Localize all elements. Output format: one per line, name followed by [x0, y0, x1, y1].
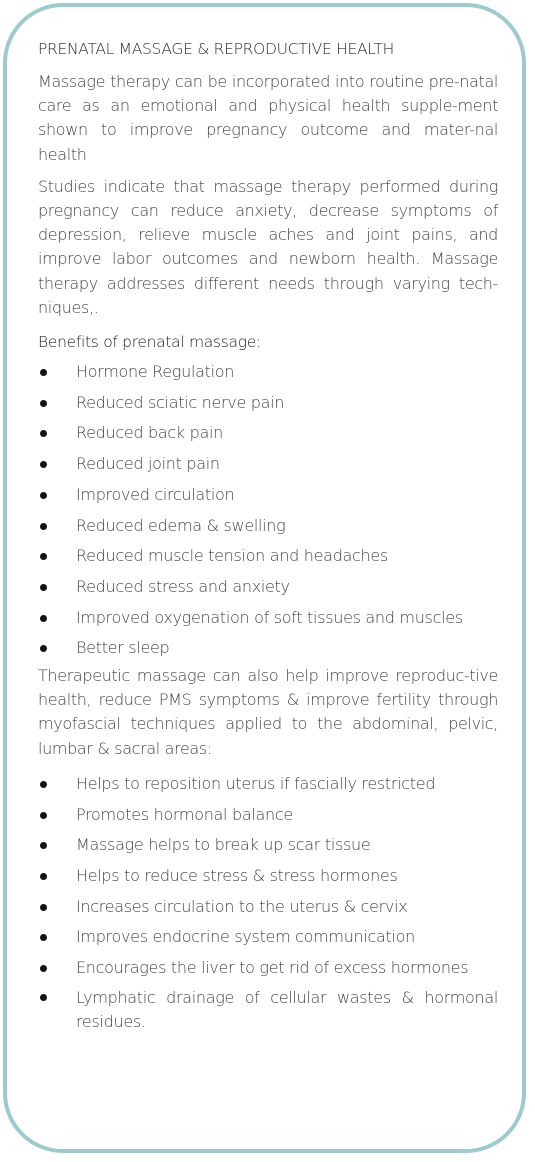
- intro-paragraph: Massage therapy can be incorporated into routine pre-natal care as an emotional and physical health supple-ment shown to improve pregnancy outcome and mater-nal health: [38, 72, 498, 164]
- list-item: Reduced edema & swelling: [38, 511, 498, 542]
- list-item: Massage helps to break up scar tissue: [38, 830, 498, 861]
- list-item: Helps to reposition uterus if fascially restricted: [38, 769, 498, 800]
- list-item: Hormone Regulation: [38, 357, 498, 388]
- list-item: Increases circulation to the uterus & cervix: [38, 892, 498, 923]
- bullet-icon: [40, 965, 47, 972]
- reproductive-paragraph: Therapeutic massage can also help improve reproduc-tive health, reduce PMS symptoms & improve fertility through myofascial techniques applied to the abdominal, pelvic, lumbar & sacral areas:: [38, 666, 498, 758]
- list-item: Promotes hormonal balance: [38, 800, 498, 831]
- list-item: Reduced sciatic nerve pain: [38, 388, 498, 419]
- bullet-icon: [40, 553, 47, 560]
- bullet-icon: [40, 904, 47, 911]
- studies-paragraph: Studies indicate that massage therapy performed during pregnancy can reduce anxiety, decrease symptoms of depression, relieve muscle aches and joint pains, and improve labor outcomes and newborn health. Massage therapy addresses different needs through varying tech-niques,.: [38, 176, 498, 317]
- bullet-icon: [40, 492, 47, 499]
- benefits-heading: Benefits of prenatal massage:: [38, 333, 261, 352]
- card-title: PRENATAL MASSAGE & REPRODUCTIVE HEALTH: [38, 40, 394, 58]
- list-item: Improved oxygenation of soft tissues and muscles: [38, 603, 498, 634]
- bullet-icon: [40, 461, 47, 468]
- list-item: Improves endocrine system communication: [38, 922, 498, 953]
- list-item: Encourages the liver to get rid of excess hormones: [38, 953, 498, 984]
- bullet-icon: [40, 781, 47, 788]
- card-content: [38, 38, 498, 1034]
- list-item: Reduced stress and anxiety: [38, 572, 498, 603]
- bullet-icon: [40, 369, 47, 376]
- bullet-icon: [40, 645, 47, 652]
- list-item: Better sleep: [38, 633, 498, 664]
- bullet-icon: [40, 842, 47, 849]
- reproductive-benefits-list: [38, 769, 498, 1034]
- bullet-icon: [40, 584, 47, 591]
- bullet-icon: [40, 430, 47, 437]
- bullet-icon: [40, 523, 47, 530]
- bullet-icon: [40, 615, 47, 622]
- bullet-icon: [40, 400, 47, 407]
- bullet-icon: [40, 812, 47, 819]
- benefits-list: [38, 357, 498, 664]
- list-item: Helps to reduce stress & stress hormones: [38, 861, 498, 892]
- bullet-icon: [40, 934, 47, 941]
- bullet-icon: [40, 873, 47, 880]
- bullet-icon: [40, 994, 47, 1001]
- list-item: Improved circulation: [38, 480, 498, 511]
- list-item: Reduced muscle tension and headaches: [38, 541, 498, 572]
- list-item: Reduced back pain: [38, 418, 498, 449]
- list-item: Reduced joint pain: [38, 449, 498, 480]
- list-item: Lymphatic drainage of cellular wastes & hormonal residues.: [38, 984, 498, 1034]
